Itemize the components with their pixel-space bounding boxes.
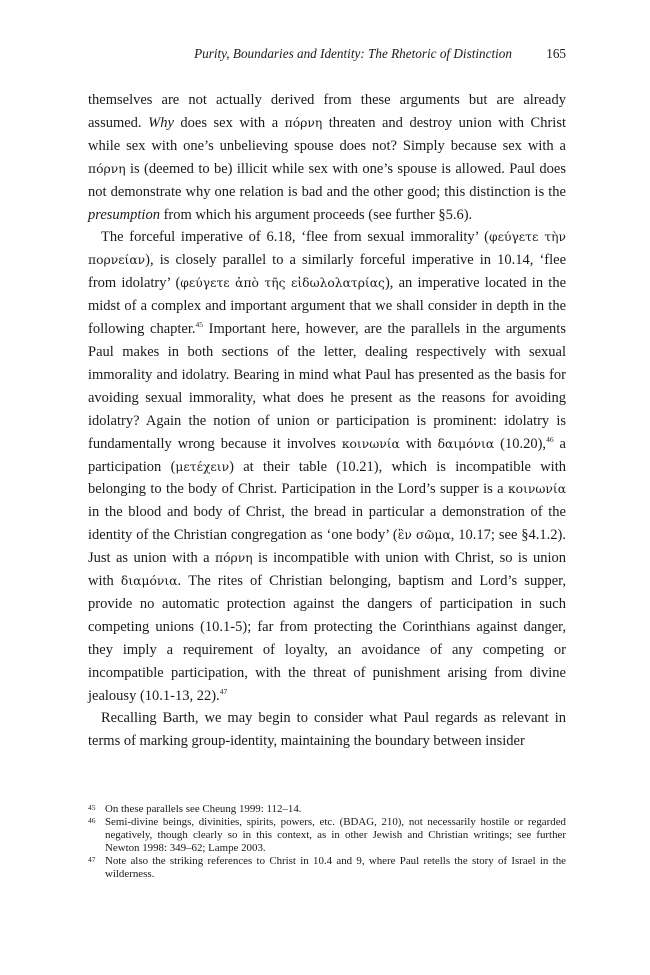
text-run: ), is closely parallel to a similarly forceful imperative in 10.14, ‘flee from idolatry’ ( (88, 252, 566, 292)
footnotes (88, 803, 566, 880)
body-text (88, 89, 566, 753)
emphasis-presumption: presumption (88, 206, 160, 223)
footnote-45 (88, 803, 566, 816)
footnote-number: 47 (88, 854, 96, 864)
page-number: 165 (546, 46, 566, 61)
greek-term: μετέχειν (175, 459, 230, 474)
greek-term: ἓν σῶμα (397, 528, 451, 543)
greek-term: κοινωνία (341, 436, 400, 451)
footnote-46 (88, 816, 566, 855)
greek-term: φεύγετε ἀπὸ τῆς εἰδωλολατρίας (180, 276, 385, 291)
greek-term: κοινωνία (507, 482, 566, 497)
footnote-number: 45 (88, 803, 96, 812)
text-run: ), an imperative located in the midst of a complex and important argument that we shall consider in depth in the following chapter. (88, 275, 567, 338)
greek-term: διαμόνια (120, 574, 178, 589)
footnote-text: Semi-divine beings, divinities, spirits, powers, etc. (BDAG, 210), not necessarily hostile or regarded negatively, though clearly so in this context, as in other Jewish and Christian writings; see further Newton 1998: 349–62; Lampe 2003. (105, 815, 566, 854)
text-run: does sex with a (173, 114, 285, 131)
footnote-number: 46 (88, 815, 96, 825)
text-run: from which his argument proceeds (see further §5.6). (159, 206, 473, 223)
text-run: is (deemed to be) illicit while sex with one’s spouse is allowed. Paul does not demonstrate why one relation is bad and the other good; this distinction is the (88, 160, 566, 200)
running-head (88, 46, 566, 66)
text-run: threaten and destroy union with Christ while sex with one’s unbelieving spouse does not? Simply because sex with a (88, 114, 567, 154)
text-run: The forceful imperative of 6.18, ‘flee from sexual immorality’ ( (101, 229, 489, 246)
emphasis-why: Why (148, 114, 174, 131)
footnote-text: Note also the striking references to Christ in 10.4 and 9, where Paul retells the story of Israel in the wilderness. (105, 854, 566, 880)
greek-term: πόρνη (284, 115, 323, 130)
text-run: Important here, however, are the parallels in the arguments Paul makes in both sections of the letter, dealing respectively with sexual immorality and idolatry. Bearing in mind what Paul has presented as the basis for avoiding sexual immorality, what does he present as the reasons for avoiding idolatry? Again the notion of union or participation is prominent: idolatry is fundamentally wrong because it involves (88, 321, 566, 452)
text-run: (10.20), (494, 435, 547, 452)
text-run: a participation ( (88, 435, 566, 475)
greek-term: δαιμόνια (437, 436, 495, 451)
footnote-ref-47[interactable]: 47 (219, 686, 228, 696)
text-run: is incompatible with union with Christ, so is union with (88, 550, 567, 590)
footnote-47 (88, 855, 566, 881)
footnote-text: On these parallels see Cheung 1999: 112–14. (105, 803, 302, 815)
paragraph-1 (88, 89, 566, 226)
text-run: with (399, 435, 438, 452)
text-run: themselves are not actually derived from these arguments but are already assumed. (88, 92, 566, 131)
text-run: . The rites of Christian belonging, baptism and Lord’s supper, provide no automatic protection against the dangers of participation in such competing unions (10.1-5); far from protecting the Corinthians against danger, they imply a requirement of loyalty, an avoidance of any competing or incompatible participation, with the threat of punishment arising from divine jealousy (10.1-13, 22). (88, 573, 567, 704)
greek-term: φεύγετε τὴν πορνείαν (88, 230, 567, 268)
greek-term: πόρνη (215, 551, 253, 566)
footnote-ref-45[interactable]: 45 (195, 320, 203, 330)
text-run: in the blood and body of Christ, the bread in particular a demonstration of the identity of the Christian congregation as ‘one body’ ( (88, 504, 566, 544)
paragraph-2 (88, 226, 566, 707)
running-title: Purity, Boundaries and Identity: The Rhetoric of Distinction (194, 46, 512, 61)
greek-term: πόρνη (88, 161, 126, 176)
text-run: ) at their table (10.21), which is incompatible with belonging to the body of Christ. Participation in the Lord’s supper is a (88, 458, 566, 498)
paragraph-3: Recalling Barth, we may begin to consider what Paul regards as relevant in terms of marking group-identity, maintaining the boundary between insider (88, 710, 566, 750)
footnote-ref-46[interactable]: 46 (546, 434, 554, 444)
text-run: , 10.17; see §4.1.2). Just as union with a (88, 527, 567, 567)
